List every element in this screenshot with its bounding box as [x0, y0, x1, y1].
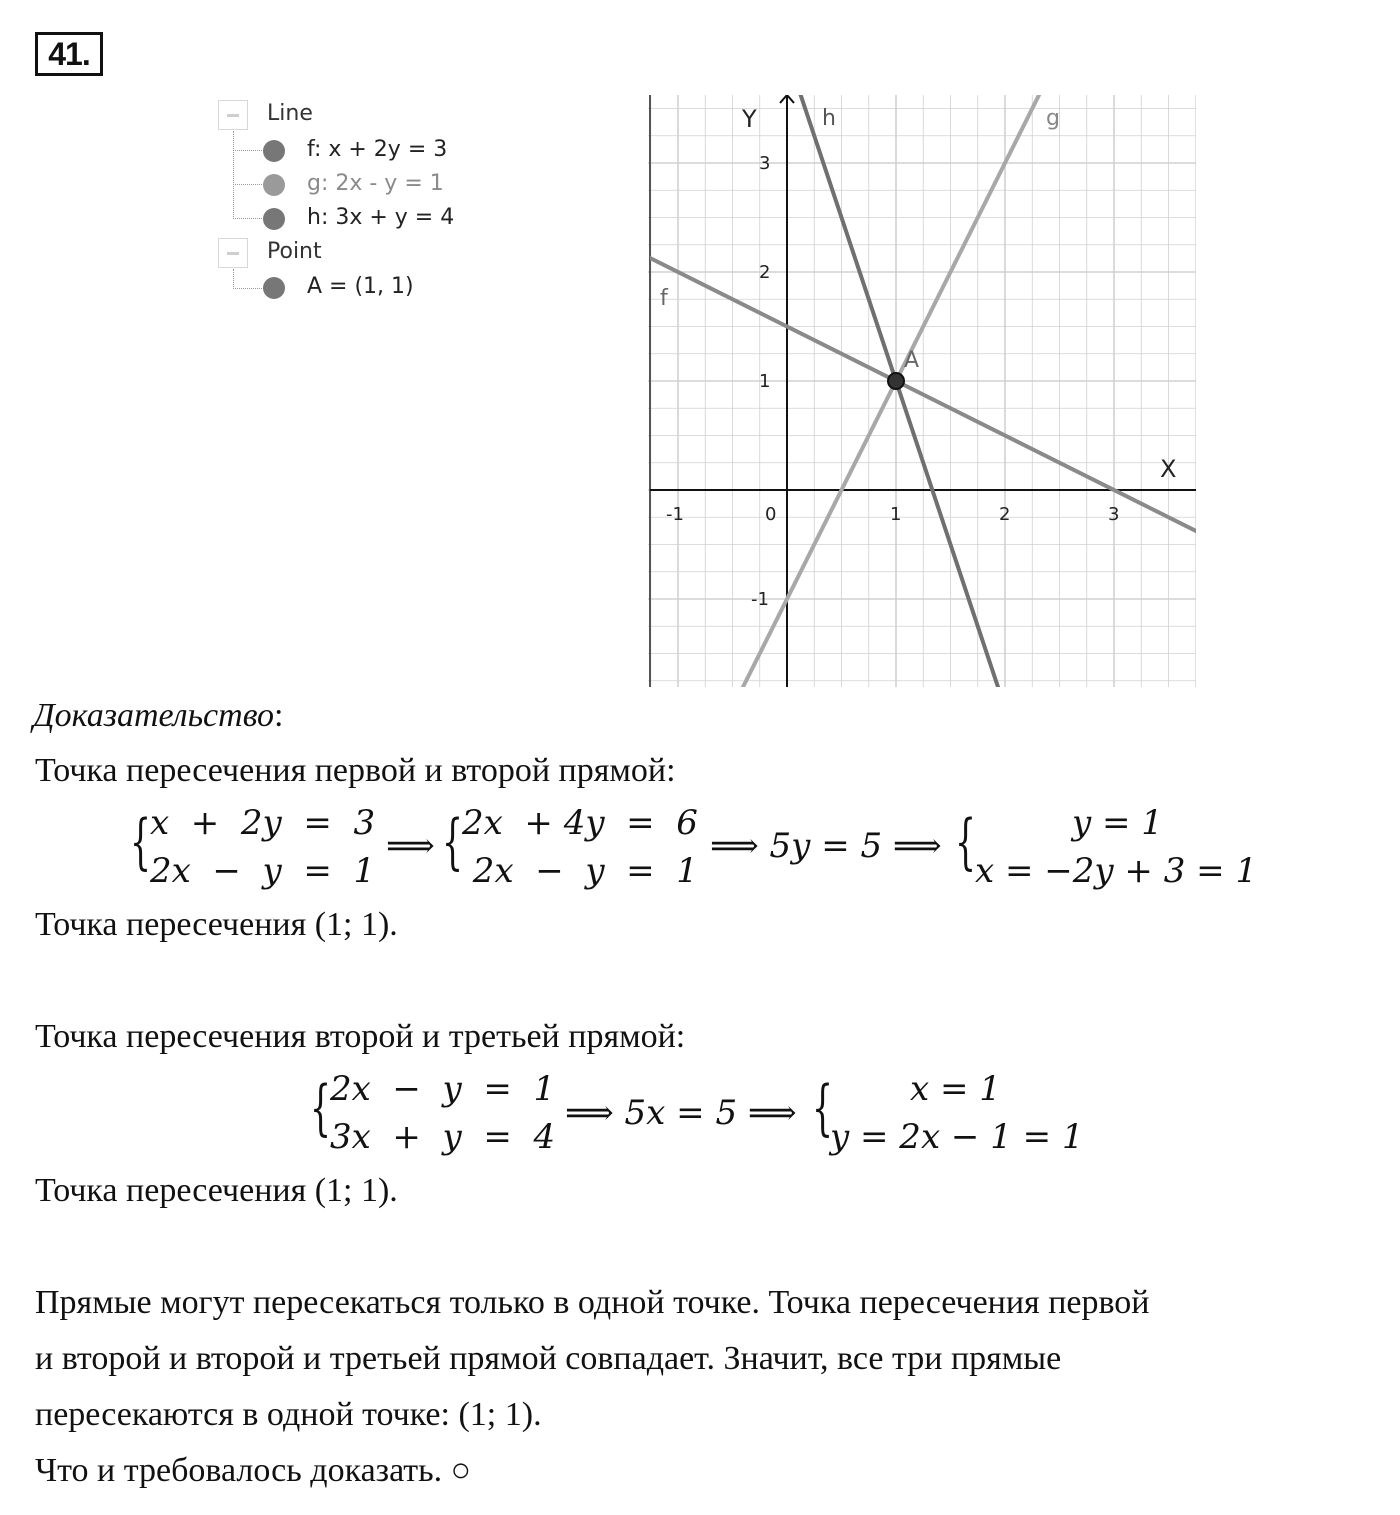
- proof-heading-text: Доказательство: [33, 697, 275, 734]
- point-a-visibility-icon[interactable]: [263, 277, 285, 299]
- graph-labels: [660, 105, 1176, 610]
- sec2-sys2-row1: x = 1: [910, 1069, 1001, 1109]
- line-h-visibility-icon[interactable]: [263, 208, 285, 230]
- sec2-sys1-row1: 2x − y = 1: [330, 1069, 556, 1109]
- y-tick-label: 3: [759, 153, 771, 174]
- line-f-label: f: [660, 286, 668, 311]
- graphics-view[interactable]: [640, 95, 1196, 687]
- sec2-sys2-row2: y = 2x − 1 = 1: [830, 1117, 1084, 1157]
- brace-icon: {: [130, 807, 152, 877]
- line-f-visibility-icon[interactable]: [263, 140, 285, 162]
- x-tick-label: 0: [765, 504, 777, 525]
- collapse-line-icon[interactable]: [218, 100, 248, 130]
- y-tick-label: -1: [751, 589, 769, 610]
- brace-icon: {: [955, 807, 977, 877]
- proof-heading: [33, 697, 283, 735]
- algebra-view: [0, 0, 620, 320]
- y-tick-label: 2: [759, 262, 771, 283]
- conclusion-line-2: и второй и второй и третьей прямой совпадает. Значит, все три прямые: [35, 1340, 1062, 1377]
- x-tick-label: 2: [999, 504, 1011, 525]
- sec2-step: ⟹ 5x = 5 ⟹: [565, 1093, 797, 1133]
- point-category-label: Point: [267, 239, 322, 264]
- line-category-label: Line: [267, 101, 313, 126]
- brace-icon: {: [310, 1073, 332, 1143]
- sys2-row1: 2x + 4y = 6: [462, 803, 698, 843]
- line-g-label: g: [1046, 106, 1060, 131]
- sys2-row2: 2x − y = 1: [462, 851, 698, 891]
- section1-result: Точка пересечения (1; 1).: [35, 906, 398, 943]
- conclusion-line-4: Что и требовалось доказать. ○: [35, 1452, 472, 1489]
- problem-number: 41.: [35, 32, 103, 76]
- sys3-row2: x = −2y + 3 = 1: [975, 851, 1258, 891]
- line-h-label: h: [822, 106, 836, 131]
- collapse-point-icon[interactable]: [218, 238, 248, 268]
- sys1-row2: 2x − y = 1: [150, 851, 376, 891]
- step-1: ⟹ 5y = 5 ⟹: [710, 826, 942, 866]
- arrow-1: ⟹: [386, 826, 435, 866]
- line-f-label[interactable]: f: x + 2y = 3: [307, 137, 448, 162]
- section2-result: Точка пересечения (1; 1).: [35, 1172, 398, 1209]
- brace-icon: {: [442, 807, 464, 877]
- point-a: [888, 373, 904, 389]
- grid: [648, 95, 1196, 687]
- sys3-row1: y = 1: [1072, 803, 1163, 843]
- x-tick-label: 3: [1108, 504, 1120, 525]
- section2-intro: Точка пересечения второй и третьей прямой:: [35, 1018, 686, 1055]
- x-axis-label: X: [1160, 455, 1177, 483]
- y-tick-label: 1: [759, 371, 771, 392]
- line-h-label[interactable]: h: 3x + y = 4: [307, 205, 455, 230]
- line-g-visibility-icon[interactable]: [263, 174, 285, 196]
- sys1-row1: x + 2y = 3: [150, 803, 376, 843]
- proof-heading-colon: :: [274, 697, 284, 734]
- y-axis-label: Y: [742, 105, 757, 133]
- conclusion-line-1: Прямые могут пересекаться только в одной точке. Точка пересечения первой: [35, 1284, 1150, 1321]
- line-g-label[interactable]: g: 2x - y = 1: [307, 171, 444, 196]
- conclusion-line-3: пересекаются в одной точке: (1; 1).: [35, 1396, 542, 1433]
- brace-icon: {: [812, 1073, 834, 1143]
- x-tick-label: -1: [666, 504, 684, 525]
- point-a-label: A: [904, 348, 920, 373]
- x-tick-label: 1: [890, 504, 902, 525]
- section1-intro: Точка пересечения первой и второй прямой:: [35, 752, 676, 789]
- sec2-sys1-row2: 3x + y = 4: [330, 1117, 556, 1157]
- point-a-label[interactable]: A = (1, 1): [307, 274, 414, 299]
